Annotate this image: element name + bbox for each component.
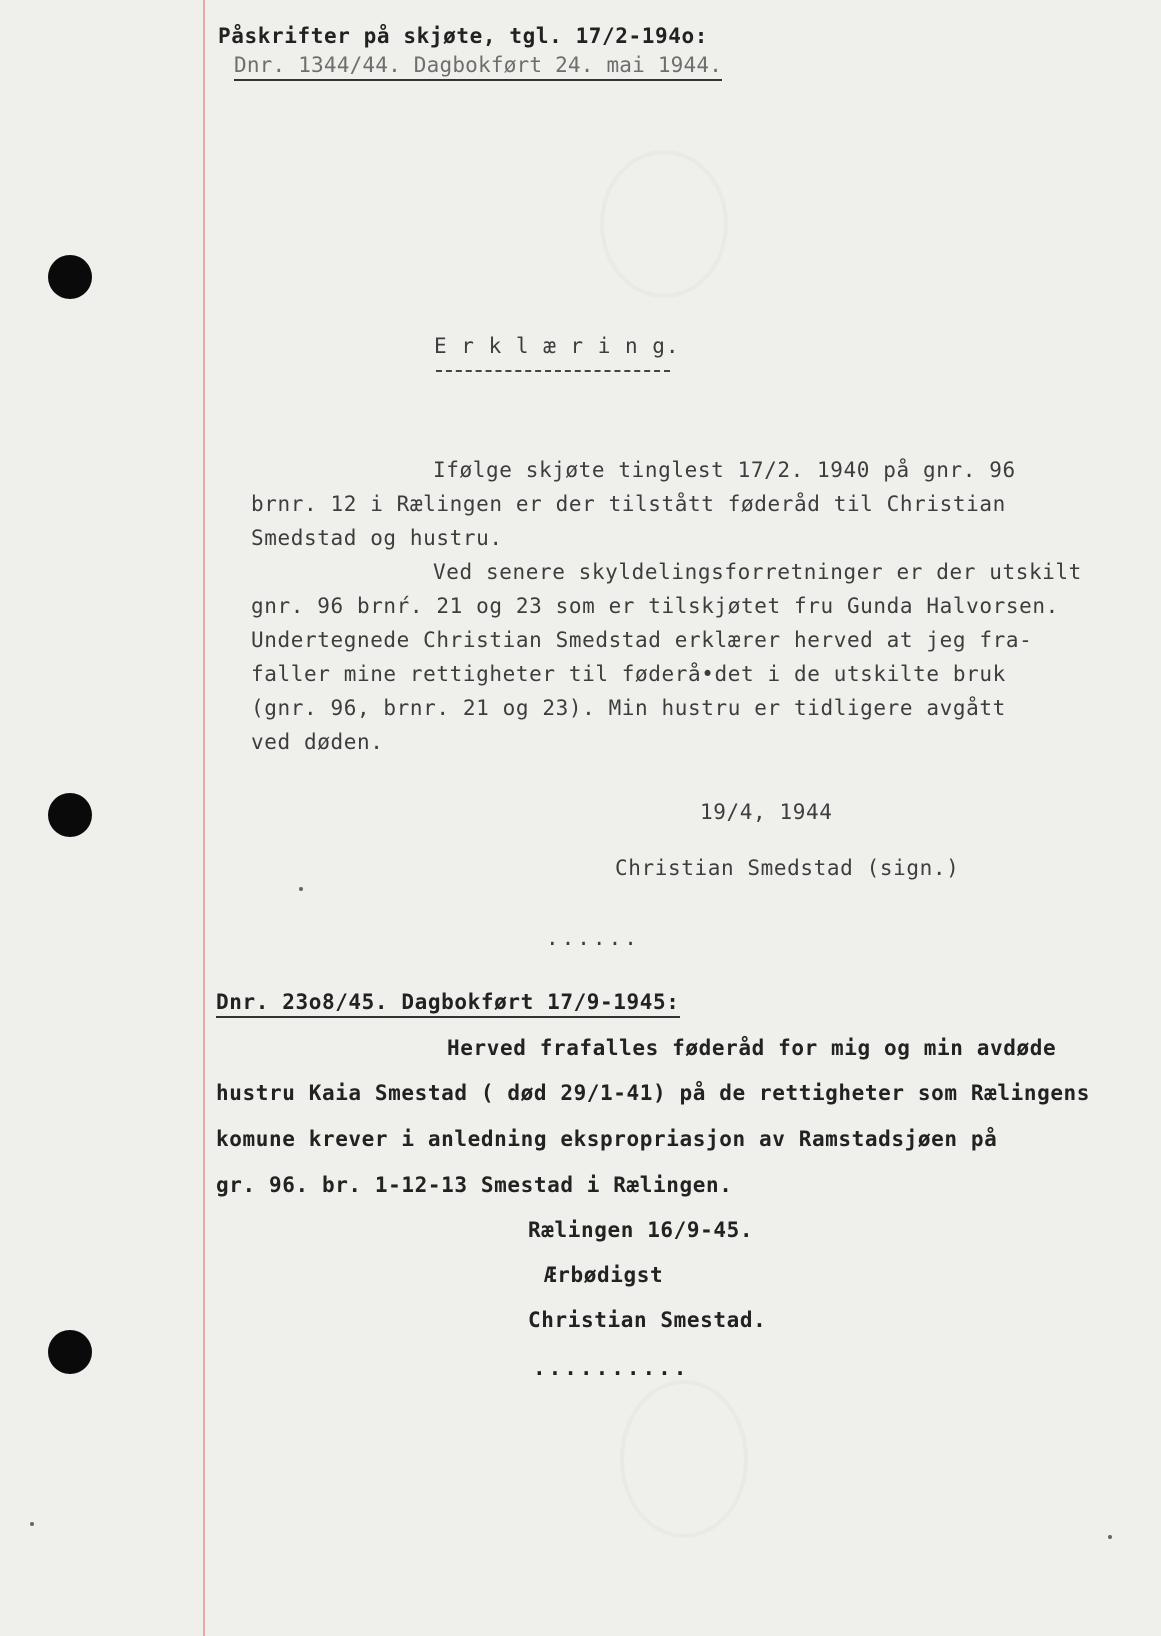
declaration-line: Ifølge skjøte tinglest 17/2. 1940 på gnr. 96 <box>433 458 1016 482</box>
second-entry-line: komune krever i anledning ekspropriasjon av Ramstadsjøen på <box>216 1127 998 1151</box>
declaration-line: Smedstad og hustru. <box>251 526 503 550</box>
separator-dots: ...... <box>546 926 640 950</box>
second-entry-line: Herved frafalles føderåd for mig og min avdøde <box>447 1036 1057 1060</box>
declaration-line: faller mine rettigheter til føderå•det i de utskilte bruk <box>251 662 1006 686</box>
second-entry-place-date: Rælingen 16/9-45. <box>528 1218 754 1242</box>
declaration-line: Undertegnede Christian Smedstad erklærer herved at jeg fra- <box>251 628 1033 652</box>
second-entry-header: Dnr. 23o8/45. Dagbokført 17/9-1945: <box>216 990 680 1018</box>
header-title: Påskrifter på skjøte, tgl. 17/2-194o: <box>218 24 708 48</box>
ink-speck <box>30 1522 34 1526</box>
punch-hole-middle <box>48 793 92 837</box>
ink-speck <box>1108 1535 1112 1539</box>
separator-dots: .......... <box>533 1356 690 1380</box>
declaration-heading: E r k l æ r i n g. <box>434 334 680 358</box>
declaration-signature: Christian Smedstad (sign.) <box>615 856 960 880</box>
second-entry-closing: Ærbødigst <box>544 1263 664 1287</box>
heading-rule <box>436 370 670 372</box>
declaration-line: brnr. 12 i Rælingen er der tilstått føderåd til Christian <box>251 492 1006 516</box>
header-entry: Dnr. 1344/44. Dagbokført 24. mai 1944. <box>234 53 722 81</box>
declaration-line: ved døden. <box>251 730 384 754</box>
second-entry-line: hustru Kaia Smestad ( død 29/1-41) på de rettigheter som Rælingens <box>216 1081 1091 1105</box>
punch-hole-bottom <box>48 1330 92 1374</box>
punch-hole-top <box>48 255 92 299</box>
stamp-ghost <box>600 150 728 298</box>
declaration-date: 19/4, 1944 <box>700 800 833 824</box>
ink-speck <box>299 887 303 891</box>
declaration-line: Ved senere skyldelingsforretninger er der utskilt <box>433 560 1082 584</box>
second-entry-signature: Christian Smestad. <box>528 1308 767 1332</box>
declaration-line: gnr. 96 brnŕ. 21 og 23 som er tilskjøtet fru Gunda Halvorsen. <box>251 594 1059 618</box>
margin-line <box>203 0 205 1636</box>
second-entry-line: gr. 96. br. 1-12-13 Smestad i Rælingen. <box>216 1173 733 1197</box>
declaration-line: (gnr. 96, brnr. 21 og 23). Min hustru er tidligere avgått <box>251 696 1006 720</box>
stamp-ghost <box>620 1380 748 1538</box>
